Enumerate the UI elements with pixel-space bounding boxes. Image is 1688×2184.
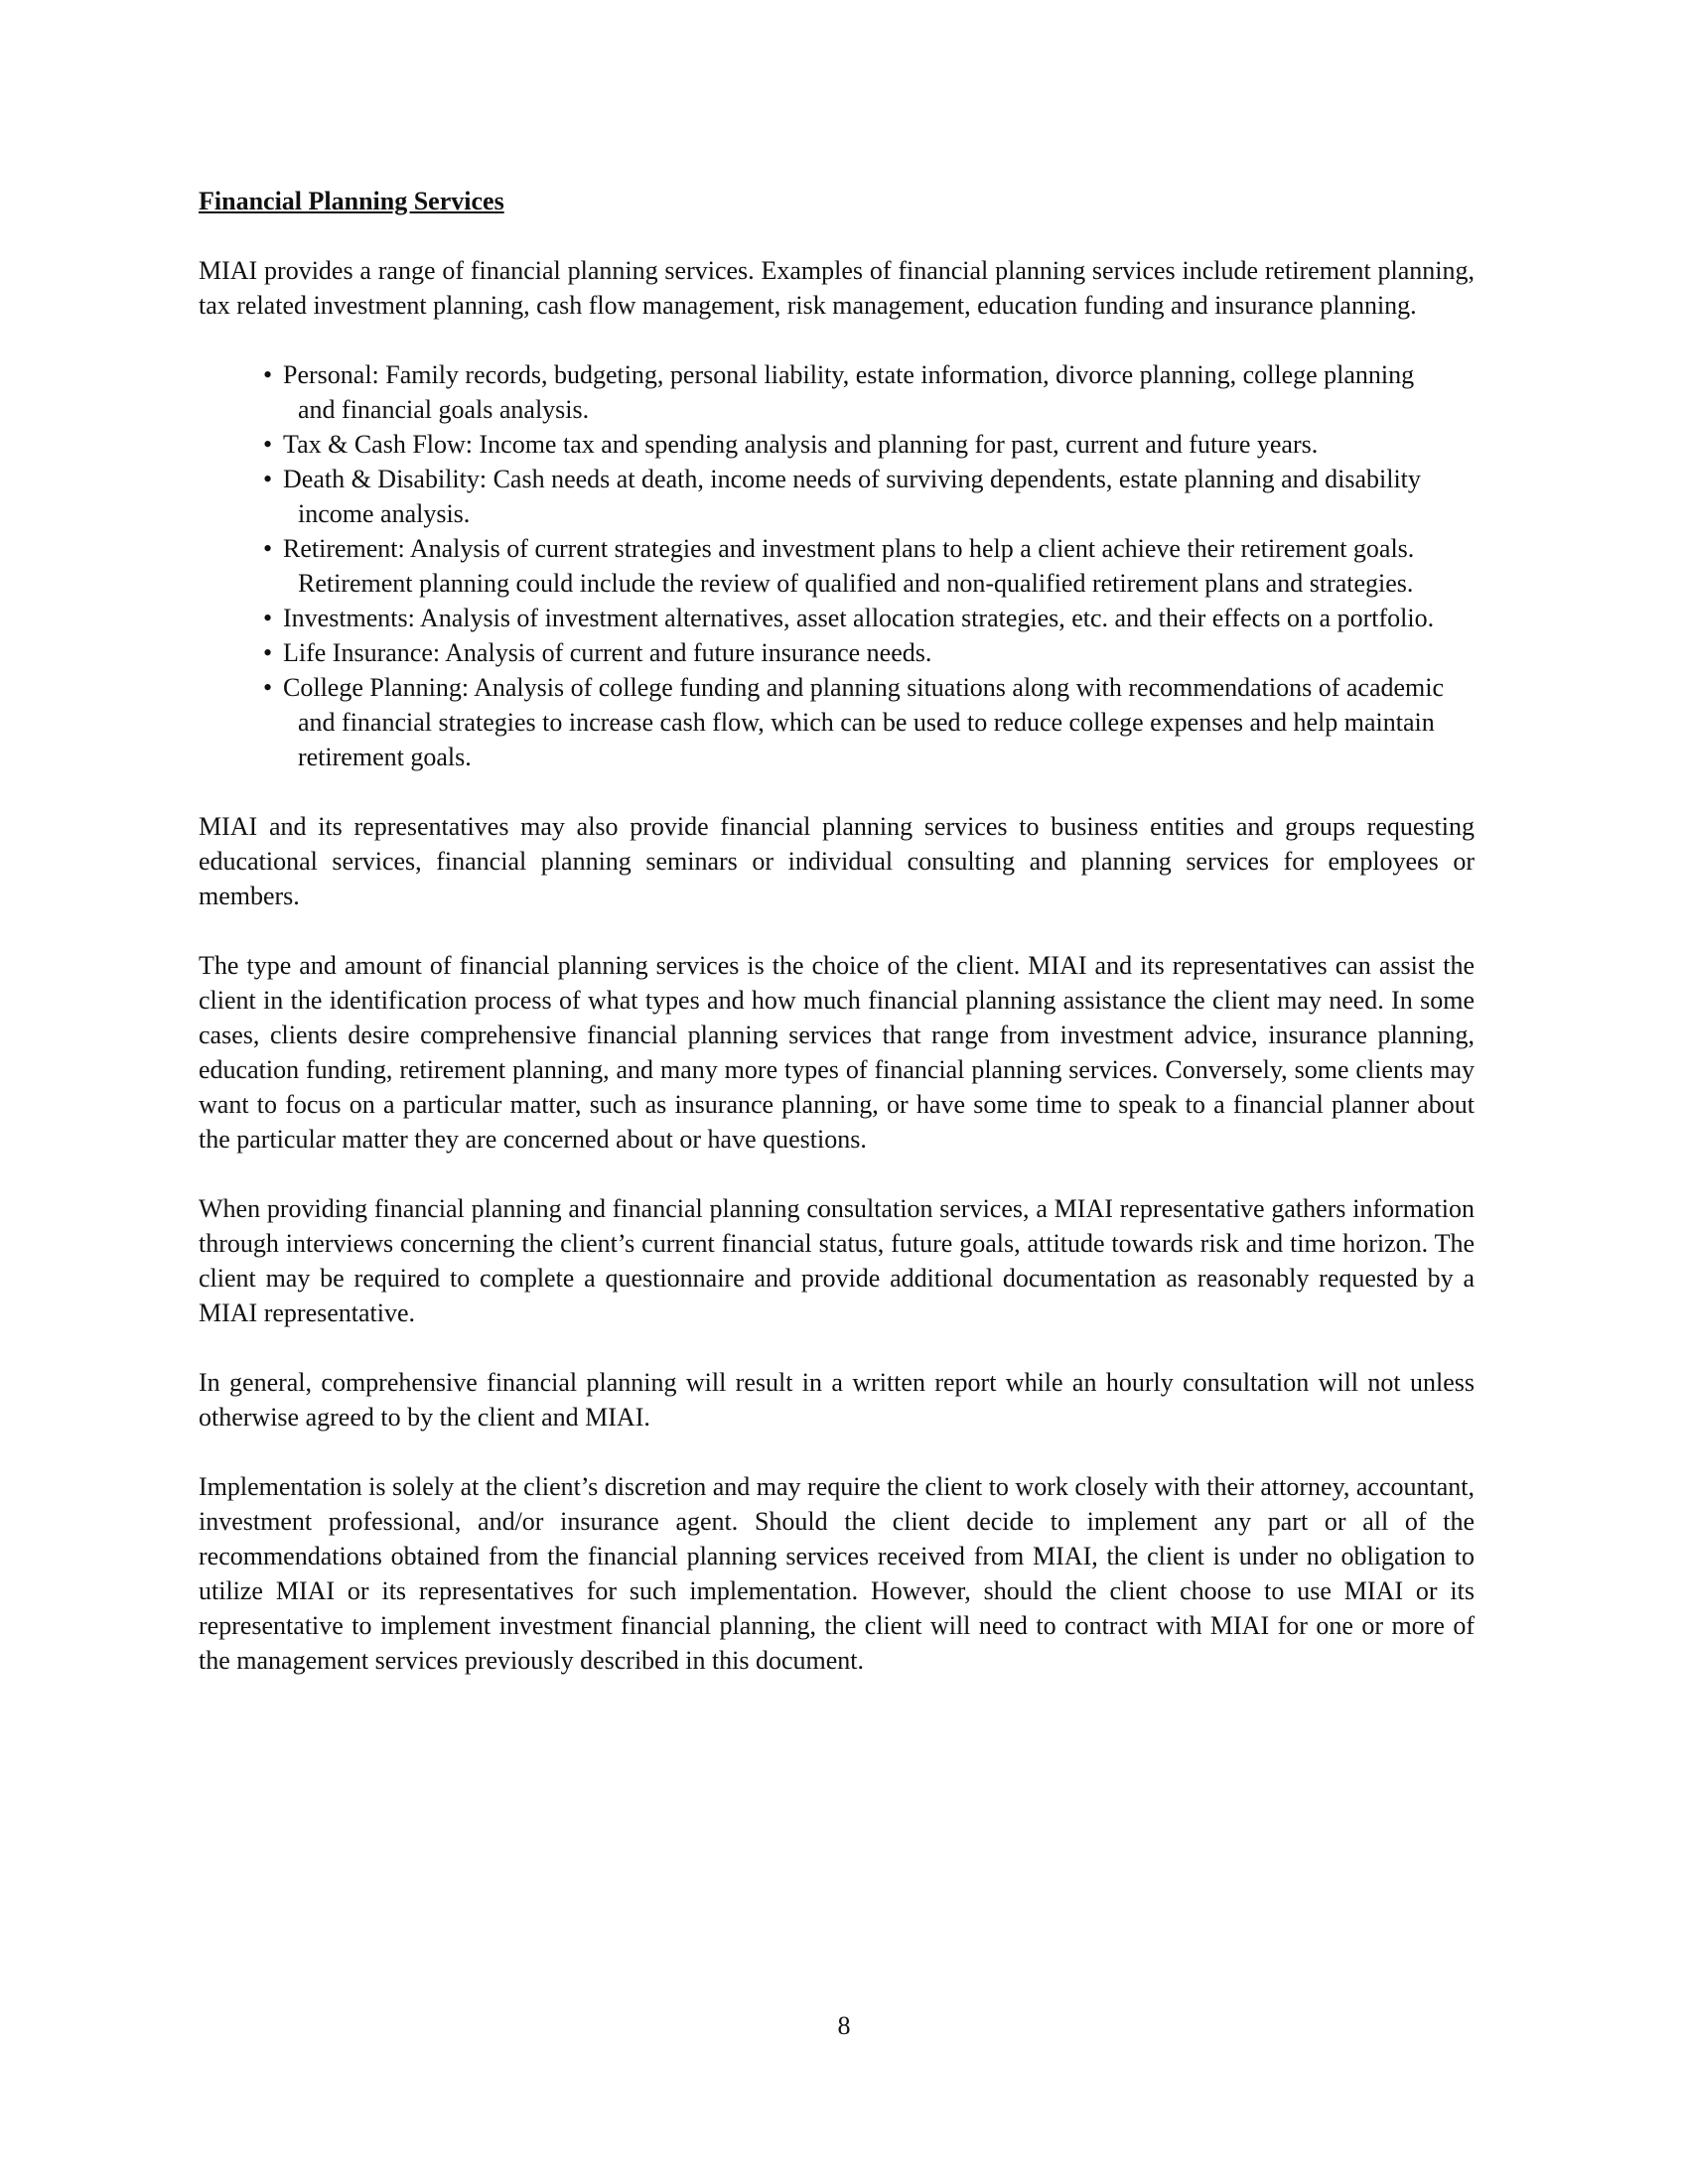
bullet-text: Investments: Analysis of investment alternatives, asset allocation strategies, etc. and their effects on a portfolio. <box>283 604 1435 632</box>
bullet-text: Death & Disability: Cash needs at death, income needs of surviving dependents, estate planning and disability income analysis. <box>283 465 1421 528</box>
bullet-text: Personal: Family records, budgeting, personal liability, estate information, divorce planning, college planning and financial goals analysis. <box>283 360 1415 424</box>
bullet-item-college-planning <box>199 670 1475 774</box>
bullet-item-death-disability <box>199 462 1475 531</box>
bullet-icon: • <box>263 673 273 702</box>
bullet-icon: • <box>263 360 273 389</box>
bullet-text: Tax & Cash Flow: Income tax and spending analysis and planning for past, current and future years. <box>283 430 1319 459</box>
business-entities-paragraph: MIAI and its representatives may also provide financial planning services to business entities and groups requesting educational services, financial planning seminars or individual consulting and planning services for employees or members. <box>199 812 1475 910</box>
services-bullet-list <box>199 357 1475 774</box>
document-page <box>199 184 1475 1712</box>
bullet-icon: • <box>263 604 273 632</box>
bullet-item-retirement <box>199 531 1475 601</box>
bullet-icon: • <box>263 638 273 667</box>
bullet-icon: • <box>263 465 273 493</box>
bullet-item-life-insurance <box>199 635 1475 670</box>
bullet-text: Life Insurance: Analysis of current and future insurance needs. <box>283 638 932 667</box>
type-and-amount-paragraph: The type and amount of financial planning services is the choice of the client. MIAI and its representatives can assist the client in the identification process of what types and how much financial planning assistance the client may need. In some cases, clients desire comprehensive financial planning services that range from investment advice, insurance planning, education funding, retirement planning, and many more types of financial planning services. Conversely, some clients may want to focus on a particular matter, such as insurance planning, or have some time to speak to a financial planner about the particular matter they are concerned about or have questions. <box>199 951 1475 1154</box>
bullet-icon: • <box>263 534 273 563</box>
bullet-item-tax-cash-flow <box>199 427 1475 462</box>
bullet-text: College Planning: Analysis of college funding and planning situations along with recommendations of academic and financial strategies to increase cash flow, which can be used to reduce college expenses and help maintain retirement goals. <box>283 673 1445 771</box>
section-heading: Financial Planning Services <box>199 187 504 215</box>
page-number: 8 <box>837 2011 851 2040</box>
bullet-item-investments <box>199 601 1475 635</box>
implementation-paragraph: Implementation is solely at the client’s discretion and may require the client to work closely with their attorney, accountant, investment professional, and/or insurance agent. Should the client decide to implement any part or all of the recommendations obtained from the financial planning services received from MIAI, the client is under no obligation to utilize MIAI or its representatives for such implementation. However, should the client choose to use MIAI or its representative to implement investment financial planning, the client will need to contract with MIAI for one or more of the management services previously described in this document. <box>199 1472 1475 1675</box>
written-report-paragraph: In general, comprehensive financial planning will result in a written report while an hourly consultation will not unless otherwise agreed to by the client and MIAI. <box>199 1368 1475 1432</box>
consultation-process-paragraph: When providing financial planning and financial planning consultation services, a MIAI representative gathers information through interviews concerning the client’s current financial status, future goals, attitude towards risk and time horizon. The client may be required to complete a questionnaire and provide additional documentation as reasonably requested by a MIAI representative. <box>199 1194 1475 1327</box>
bullet-text: Retirement: Analysis of current strategies and investment plans to help a client achieve their retirement goals. Retirement planning could include the review of qualified and non-qualified retirement plans and strategies. <box>283 534 1415 598</box>
bullet-icon: • <box>263 430 273 459</box>
intro-paragraph: MIAI provides a range of financial planning services. Examples of financial planning services include retirement planning, tax related investment planning, cash flow management, risk management, education funding and insurance planning. <box>199 256 1475 320</box>
bullet-item-personal <box>199 357 1475 427</box>
